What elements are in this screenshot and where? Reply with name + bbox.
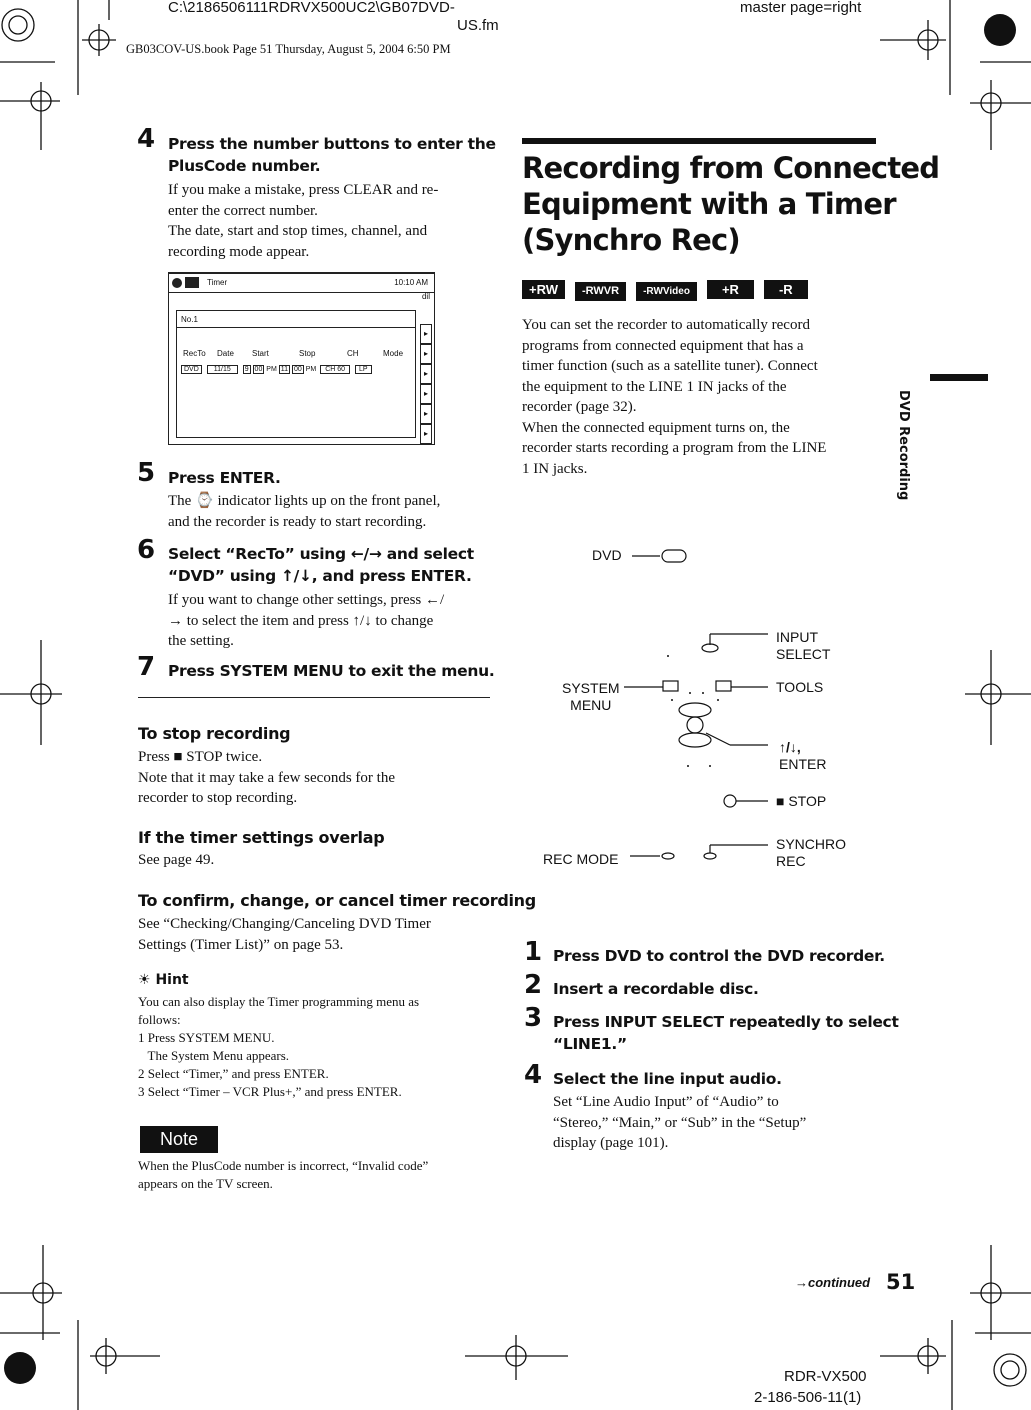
- label-dvd: DVD: [592, 547, 622, 563]
- screen-time: 10:10 AM: [394, 278, 428, 287]
- side-tab: [893, 390, 913, 500]
- step-4-body-line: enter the correct number.: [168, 202, 318, 219]
- section-title: [522, 150, 939, 258]
- step-6-title-line: “DVD” using ↑/↓, and press ENTER.: [168, 567, 472, 585]
- registration-mark-top-left-corner: [2, 9, 34, 41]
- entry-label: No.1: [181, 315, 198, 324]
- note-line: appears on the TV screen.: [138, 1176, 273, 1191]
- label-arrows: ↑/↓,: [779, 739, 801, 755]
- row-arrows: ▸ ▸ ▸ ▸ ▸ ▸: [420, 324, 432, 444]
- right-step-2-number: 2: [524, 970, 543, 1000]
- step-6-number: 6: [137, 535, 156, 565]
- timer-panel: [176, 310, 416, 438]
- file-path-line1: C:\2186506111RDRVX500UC2\GB07DVD-: [168, 0, 455, 16]
- hint-line: The System Menu appears.: [138, 1048, 290, 1063]
- label-stop: ■ STOP: [776, 793, 827, 809]
- side-tab-bar: [930, 374, 988, 381]
- step-6-body-line: If you want to change other settings, press ←/: [168, 592, 445, 608]
- intro-line: timer function (such as a satellite tuner). Connect: [522, 358, 818, 374]
- step-4-body-line: If you make a mistake, press CLEAR and re-: [168, 182, 439, 198]
- file-path-line2: US.fm: [457, 17, 499, 34]
- step-6-title: [168, 543, 474, 587]
- val-dvd: DVD: [181, 365, 202, 374]
- right-step-4-number: 4: [524, 1060, 543, 1090]
- enter-button-shape: [687, 717, 703, 733]
- val-start-min: 00: [254, 366, 263, 373]
- overlap-title: If the timer settings overlap: [138, 828, 385, 847]
- intro-line: When the connected equipment turns on, the: [522, 419, 790, 436]
- overlap-body: See page 49.: [138, 852, 215, 868]
- val-stop-min: 00: [293, 366, 302, 373]
- step-5-body-line: and the recorder is ready to start recording.: [168, 513, 427, 530]
- stop-body-line: Press ■ STOP twice.: [138, 749, 263, 765]
- right-step-2-title: Insert a recordable disc.: [553, 980, 759, 998]
- col-ch: CH: [347, 349, 359, 358]
- section-title-line: Recording from Connected: [522, 151, 940, 185]
- side-tab-label: DVD Recording: [896, 390, 911, 501]
- step-6-title-line: Select “RecTo” using ←/→ and select: [168, 545, 474, 563]
- label-system: SYSTEM: [562, 680, 620, 696]
- hint-line: 2 Select “Timer,” and press ENTER.: [138, 1066, 329, 1081]
- intro-line: 1 IN jacks.: [522, 460, 588, 477]
- label-synchro: SYNCHRO: [776, 836, 847, 852]
- right-step-4-body-line: display (page 101).: [553, 1135, 669, 1151]
- intro-line: You can set the recorder to automatically record: [522, 317, 810, 333]
- right-step-4-body-line: “Stereo,” “Main,” or “Sub” in the “Setup”: [553, 1114, 807, 1131]
- registration-mark-top-right-corner: [984, 14, 1016, 46]
- step-7-title: Press SYSTEM MENU to exit the menu.: [168, 662, 495, 680]
- step-5-number: 5: [137, 458, 156, 488]
- intro-line: recorder (page 32).: [522, 399, 637, 415]
- registration-mark-bottom-right-corner: [994, 1354, 1026, 1386]
- col-date: Date: [217, 349, 234, 358]
- hint-line: You can also display the Timer programming menu as: [138, 994, 420, 1009]
- label-synchro-rec: [776, 836, 846, 870]
- label-input: INPUT: [776, 629, 818, 645]
- hint-line: 3 Select “Timer – VCR Plus+,” and press ENTER.: [138, 1084, 402, 1099]
- intro-text: [522, 315, 826, 479]
- right-step-3-number: 3: [524, 1003, 543, 1033]
- stop-recording-body: [138, 747, 395, 809]
- continued-label: →continued: [795, 1275, 871, 1290]
- val-start-hour: 9: [244, 366, 249, 373]
- col-mode: Mode: [383, 349, 404, 358]
- badge-plus-r: +R: [707, 280, 754, 299]
- step-4-title-line: PlusCode number.: [168, 157, 321, 175]
- section-title-line: Equipment with a Timer: [522, 187, 896, 221]
- label-system-menu: [562, 680, 620, 714]
- val-mode: LP: [355, 365, 372, 374]
- right-step-1-number: 1: [524, 937, 543, 967]
- rec-mode-button-shape: [662, 853, 674, 859]
- registration-mark-bottom-left-corner: [4, 1352, 36, 1384]
- right-step-4-title: Select the line input audio.: [553, 1070, 782, 1088]
- timer-values-row: [181, 363, 372, 377]
- stop-button-shape: [724, 795, 736, 807]
- right-step-4-body-line: Set “Line Audio Input” of “Audio” to: [553, 1094, 779, 1110]
- col-start: Start: [252, 349, 269, 358]
- label-select: SELECT: [776, 646, 831, 662]
- screen-title: Timer: [207, 278, 228, 287]
- note-label: Note: [140, 1126, 218, 1153]
- system-menu-button-shape: [663, 681, 678, 691]
- label-arrows-enter: [779, 739, 826, 773]
- timer-screen: [168, 272, 435, 445]
- hint-title: Hint: [155, 972, 189, 988]
- step-7-number: 7: [137, 652, 156, 682]
- badge-plus-rw: +RW: [522, 280, 565, 299]
- part-number: 2-186-506-11(1): [754, 1389, 862, 1406]
- confirm-body-line: Settings (Timer List)” on page 53.: [138, 936, 344, 953]
- right-step-3-title-line: Press INPUT SELECT repeatedly to select: [553, 1013, 899, 1031]
- val-stop-ampm: PM: [305, 366, 317, 373]
- step-6-body-line: the setting.: [168, 633, 234, 649]
- step-6-body-line: → to select the item and press ↑/↓ to change: [168, 612, 434, 629]
- master-page-label: master page=right: [740, 0, 862, 16]
- right-step-3-title: [553, 1011, 899, 1055]
- note-body: [138, 1157, 428, 1193]
- tools-button-shape: [716, 681, 731, 691]
- label-tools: TOOLS: [776, 679, 824, 695]
- val-start-ampm: PM: [266, 366, 277, 373]
- col-recto: RecTo: [183, 349, 206, 358]
- label-rec-mode: REC MODE: [543, 851, 619, 867]
- stop-body-line: Note that it may take a few seconds for the: [138, 769, 395, 786]
- badge-rwvideo: -RWVideo: [636, 282, 697, 301]
- step-4-title-line: Press the number buttons to enter the: [168, 135, 496, 153]
- menu-icon: [185, 277, 199, 288]
- label-rec: REC: [776, 853, 806, 869]
- badge-rwvr: -RWVR: [575, 282, 626, 301]
- stop-recording-title: To stop recording: [138, 724, 291, 743]
- hint-heading: [138, 972, 189, 988]
- step-4-body-line: recording mode appear.: [168, 243, 310, 260]
- step-4-number: 4: [137, 124, 156, 154]
- right-step-1-title: Press DVD to control the DVD recorder.: [553, 947, 885, 965]
- step-4-title: [168, 133, 496, 177]
- step-5-body: [168, 491, 440, 532]
- screen-corner: dil: [421, 292, 430, 301]
- dvd-button-shape: [662, 550, 686, 562]
- synchro-rec-button-shape: [704, 853, 716, 859]
- hint-line: 1 Press SYSTEM MENU.: [138, 1030, 275, 1045]
- stop-body-line: recorder to stop recording.: [138, 790, 298, 806]
- book-line: GB03COV-US.book Page 51 Thursday, August 5, 2004 6:50 PM: [126, 42, 451, 56]
- disc-badges: [522, 280, 814, 301]
- badge-minus-r: -R: [764, 280, 808, 299]
- val-stop-hour: 11: [280, 366, 289, 373]
- model-number: RDR-VX500: [784, 1368, 867, 1385]
- step-5-title: Press ENTER.: [168, 469, 281, 487]
- label-enter: ENTER: [779, 756, 827, 772]
- val-date: 11/15: [207, 365, 238, 374]
- col-stop: Stop: [299, 349, 316, 358]
- step-6-body: [168, 590, 444, 652]
- section-title-line: (Synchro Rec): [522, 223, 740, 257]
- step-5-body-line: The ⌚ indicator lights up on the front panel,: [168, 493, 441, 509]
- right-step-4-body: [553, 1092, 806, 1154]
- step-4-body: [168, 180, 438, 262]
- disc-icon: [172, 278, 182, 288]
- note-line: When the PlusCode number is incorrect, “Invalid code”: [138, 1158, 429, 1173]
- hint-body: [138, 993, 419, 1101]
- right-step-3-title-line: “LINE1.”: [553, 1035, 627, 1053]
- section-divider: [138, 697, 490, 698]
- intro-line: recorder starts recording a program from the LINE: [522, 440, 827, 456]
- hint-bulb-icon: ☀: [138, 972, 151, 988]
- page-number: 51: [886, 1270, 916, 1294]
- val-channel: CH 60: [320, 365, 350, 374]
- step-4-body-line: The date, start and stop times, channel, and: [168, 223, 428, 239]
- label-menu: MENU: [570, 697, 612, 713]
- input-select-button-shape: [702, 644, 718, 652]
- confirm-body-line: See “Checking/Changing/Canceling DVD Timer: [138, 916, 431, 932]
- label-input-select: [776, 629, 830, 663]
- confirm-body: [138, 914, 431, 955]
- confirm-title: To confirm, change, or cancel timer recording: [138, 891, 536, 910]
- intro-line: the equipment to the LINE 1 IN jacks of the: [522, 378, 787, 395]
- intro-line: programs from connected equipment that has a: [522, 337, 804, 354]
- hint-line: follows:: [138, 1012, 181, 1027]
- title-rule: [522, 138, 876, 144]
